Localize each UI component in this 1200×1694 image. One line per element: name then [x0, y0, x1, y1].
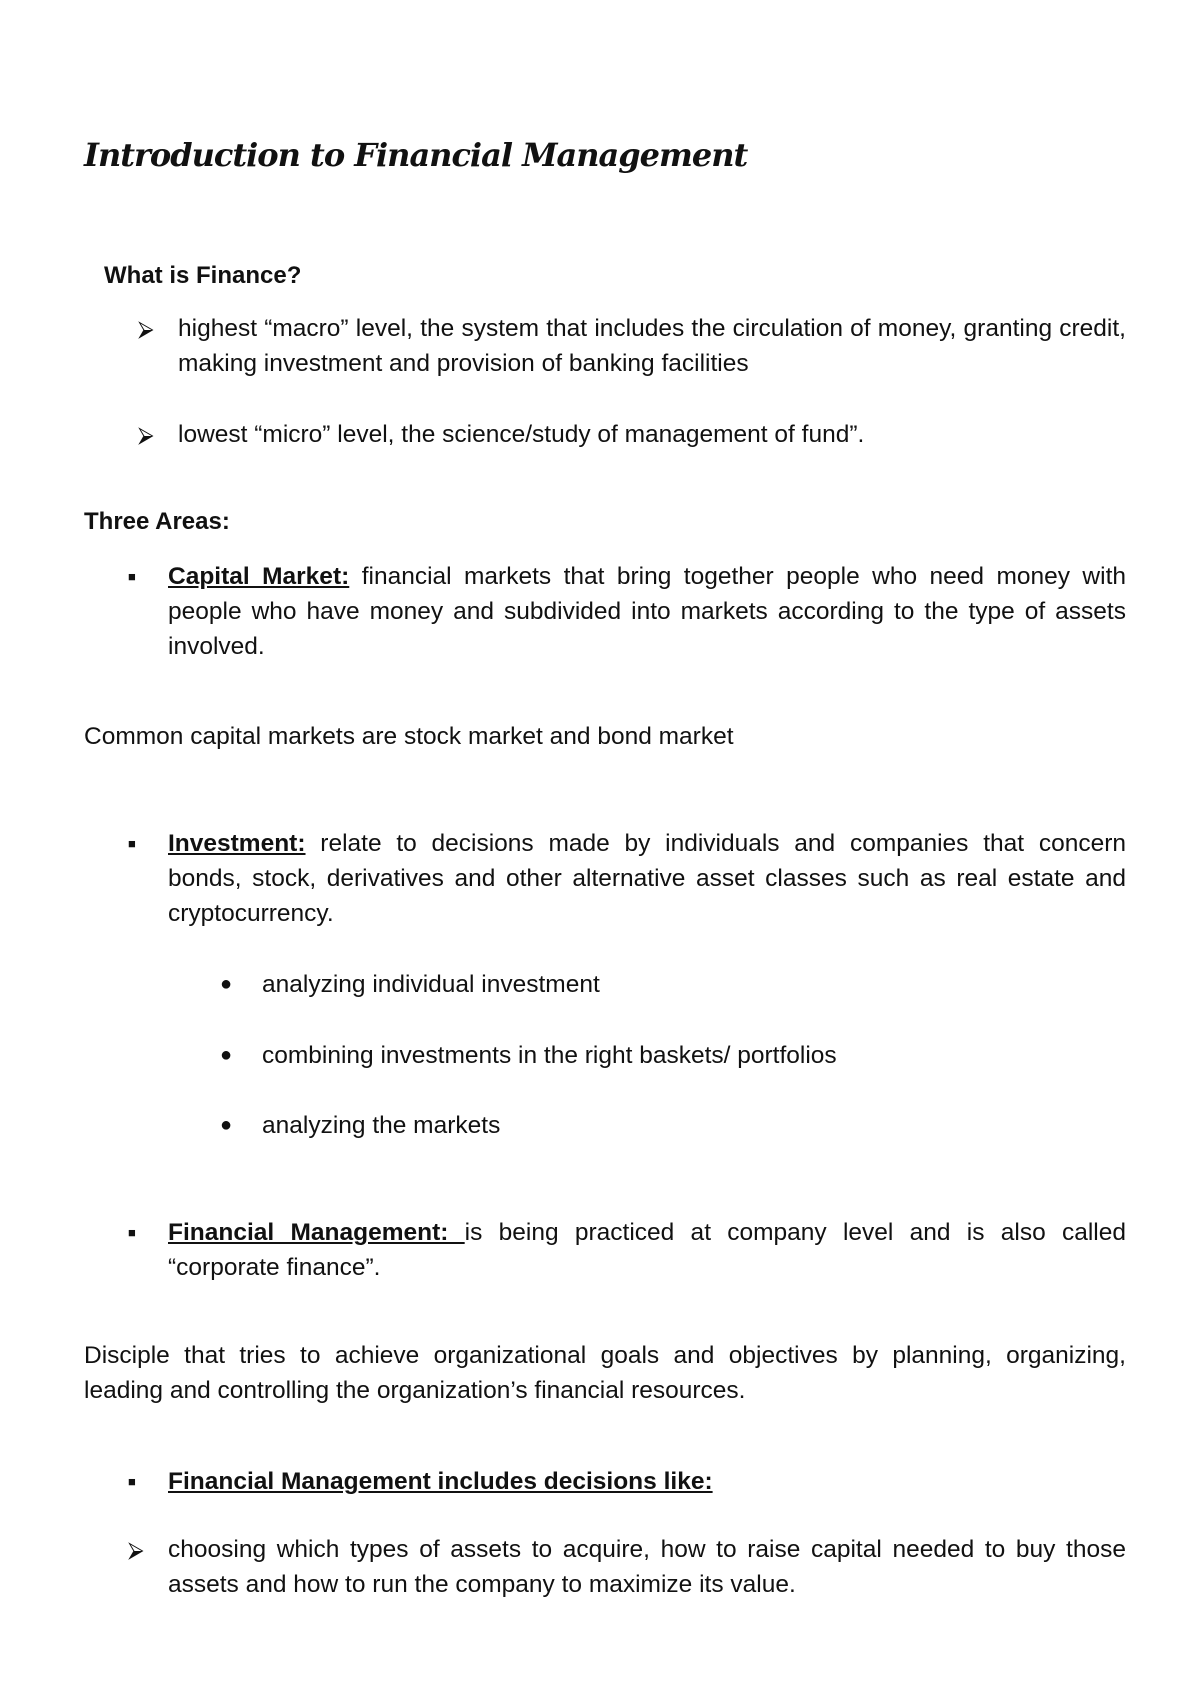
includes-decisions-item: [168, 1464, 1126, 1499]
investment-sub-item-1: analyzing individual investment: [262, 971, 600, 998]
finance-micro-bullet: lowest “micro” level, the science/study of management of fund”.: [178, 421, 865, 448]
investment-item: [168, 826, 1126, 931]
dot-bullet-icon: ●: [220, 973, 233, 995]
investment-term: Investment:: [168, 830, 306, 857]
common-capital-markets-text: Common capital markets are stock market and bond market: [84, 723, 734, 750]
three-areas-heading: Three Areas:: [84, 508, 230, 535]
capital-market-term: Capital Market:: [168, 563, 350, 590]
dot-bullet-icon: ●: [220, 1114, 233, 1136]
discipline-paragraph: Disciple that tries to achieve organizational goals and objectives by planning, organizing, leading and controlling the organization’s financial resources.: [84, 1342, 1126, 1404]
investment-sub-item-3: analyzing the markets: [262, 1112, 501, 1139]
square-bullet-icon: ■: [128, 836, 136, 851]
investment-text: relate to decisions made by individuals and companies that concern bonds, stock, derivatives and other alternative asset classes such as real estate and cryptocurrency.: [168, 830, 1126, 927]
financial-management-item: [168, 1215, 1126, 1285]
financial-management-term: Financial Management:: [168, 1219, 465, 1246]
includes-decisions-term: Financial Management includes decisions like:: [168, 1468, 713, 1495]
square-bullet-icon: ■: [128, 1225, 136, 1240]
what-is-finance-heading: What is Finance?: [104, 262, 302, 289]
dot-bullet-icon: ●: [220, 1044, 233, 1066]
investment-sub-item-2: combining investments in the right baskets/ portfolios: [262, 1042, 837, 1069]
square-bullet-icon: ■: [128, 569, 136, 584]
capital-market-text: financial markets that bring together people who need money with people who have money and subdivided into markets according to the type of assets involved.: [168, 563, 1126, 660]
financial-management-text: is being practiced at company level and is also called “corporate finance”.: [168, 1219, 1127, 1281]
arrow-bullet-icon: ⮚: [138, 422, 154, 447]
arrow-bullet-icon: ⮚: [128, 1537, 144, 1562]
decisions-bullet: choosing which types of assets to acquire, how to raise capital needed to buy those assets and how to run the company to maximize its value.: [168, 1536, 1126, 1598]
finance-macro-bullet: highest “macro” level, the system that includes the circulation of money, granting credit, making investment and provision of banking facilities: [178, 315, 1126, 377]
square-bullet-icon: ■: [128, 1474, 136, 1489]
capital-market-item: [168, 559, 1126, 664]
page-title: Introduction to Financial Management: [84, 136, 748, 174]
arrow-bullet-icon: ⮚: [138, 316, 154, 341]
